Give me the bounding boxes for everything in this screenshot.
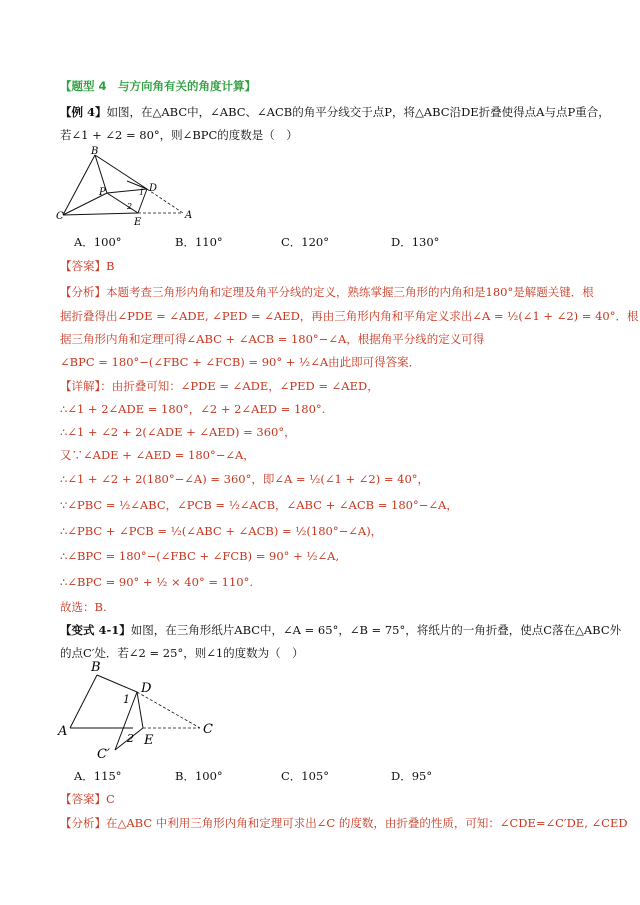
variant-4-1-choice-d: D．95°: [391, 769, 433, 783]
analysis-text-1: 本题考查三角形内角和定理及角平分线的定义，熟练掌握三角形的内角和是180°是解题关键．根: [106, 285, 594, 299]
example-4-analysis-line-3: 据三角形内角和定理可得∠ABC + ∠ACB = 180°−∠A，根据角平分线的定义可得: [60, 332, 485, 346]
example-4-detail-line-8: ∴∠BPC = 180°−(∠FBC + ∠FCB) = 90° + ½∠A,: [60, 549, 340, 563]
fig1-label-angle2: 2: [127, 202, 133, 211]
example-4-analysis-line-2: 据折叠得出∠PDE = ∠ADE, ∠PED = ∠AED，再由三角形内角和平角定义求出∠A = ½(∠1 + ∠2) = 40°．根: [60, 309, 639, 323]
example-4-choice-b: B．110°: [175, 235, 223, 249]
example-4-detail-line-10: 故选：B.: [60, 600, 107, 614]
example-4-triangle-figure: [55, 145, 205, 230]
analysis-tag: 【分析】: [60, 285, 106, 299]
variant-4-1-answer: [60, 791, 115, 807]
fig2-label-d: D: [141, 681, 152, 696]
variant-4-1-q1: 如图，在三角形纸片ABC中，∠A = 65°，∠B = 75°，将纸片的一角折叠，使点C落在△ABC外: [130, 623, 622, 637]
example-4-q1: 如图，在△ABC中，∠ABC、∠ACB的角平分线交于点P，将△ABC沿DE折叠使得点A与点P重合，: [106, 105, 610, 119]
fig1-label-a: A: [185, 210, 193, 221]
example-4-analysis-line-1: [60, 284, 594, 300]
detail-text-first: ：由折叠可知：∠PDE = ∠ADE，∠PED = ∠AED，: [100, 379, 379, 393]
variant-analysis-text: 在△ABC 中利用三角形内角和定理可求出∠C 的度数，由折叠的性质，可知：∠CDE=∠C′DE, ∠CED: [106, 816, 628, 830]
example-4-detail-line-9: ∴∠BPC = 90° + ½ × 40° = 110°.: [60, 575, 253, 589]
answer-tag: 【答案】: [60, 259, 106, 273]
section-title: 【题型 4 与方向角有关的角度计算】: [60, 79, 257, 93]
variant-answer-value: C: [106, 792, 115, 806]
variant-4-1-triangle-figure: [55, 655, 225, 760]
detail-tag: 【详解】: [60, 379, 101, 393]
fig2-label-e: E: [144, 733, 154, 748]
variant-4-1-choice-b: B．100°: [175, 769, 223, 783]
fig2-label-c: C: [203, 722, 213, 737]
variant-analysis-tag: 【分析】: [60, 816, 106, 830]
example-4-question-line-2: 若∠1 + ∠2 = 80°，则∠BPC的度数是（ ）: [60, 128, 298, 142]
example-4-detail-line-1: [60, 378, 379, 394]
variant-4-1-choice-a: A．115°: [74, 769, 122, 783]
fig1-label-c: C: [56, 211, 64, 222]
variant-4-1-analysis: [60, 815, 628, 831]
fig1-label-p: P: [99, 187, 106, 198]
fig2-label-b: B: [91, 660, 101, 675]
fig2-label-a: A: [58, 724, 68, 739]
answer-value: B: [106, 259, 115, 273]
fig1-label-d: D: [149, 183, 158, 194]
fig1-label-angle1: 1: [139, 188, 145, 197]
fig2-label-angle1: 1: [123, 693, 130, 706]
fig1-label-e: E: [134, 217, 142, 228]
fig2-label-angle2: 2: [127, 732, 134, 745]
example-4-detail-line-7: ∴∠PBC + ∠PCB = ½(∠ABC + ∠ACB) = ½(180°−∠A)，: [60, 524, 383, 538]
example-4-choice-a: A．100°: [74, 235, 122, 249]
variant-4-1-question-line-2: 的点C′处．若∠2 = 25°，则∠1的度数为（ ）: [60, 646, 304, 660]
example-4-detail-line-6: ∵∠PBC = ½∠ABC，∠PCB = ½∠ACB，∠ABC + ∠ACB = 180°−∠A，: [60, 498, 458, 512]
variant-4-1-choice-c: C．105°: [281, 769, 329, 783]
example-4-choice-c: C．120°: [281, 235, 329, 249]
fig2-label-c-prime: C′: [97, 747, 110, 760]
example-4-detail-line-2: ∴∠1 + 2∠ADE = 180°，∠2 + 2∠AED = 180°.: [60, 402, 326, 416]
example-4-detail-line-5: ∴∠1 + ∠2 + 2(180°−∠A) = 360°，即∠A = ½(∠1 + ∠2) = 40°，: [60, 472, 430, 486]
example-4-analysis-line-4: ∠BPC = 180°−(∠FBC + ∠FCB) = 90° + ½∠A由此即可得答案．: [60, 355, 421, 369]
example-4-question-line-1: [60, 104, 610, 120]
fig1-label-b: B: [91, 146, 99, 157]
variant-answer-tag: 【答案】: [60, 792, 106, 806]
example-4-detail-line-3: ∴∠1 + ∠2 + 2(∠ADE + ∠AED) = 360°，: [60, 425, 296, 439]
example-4-answer: [60, 258, 114, 274]
variant-4-1-tag: 【变式 4-1】: [60, 623, 131, 637]
example-4-detail-line-4: 又∵∠ADE + ∠AED = 180°−∠A，: [60, 448, 255, 462]
variant-4-1-question-line-1: [60, 622, 621, 638]
example-4-tag: 【例 4】: [60, 105, 107, 119]
example-4-choice-d: D．130°: [391, 235, 440, 249]
